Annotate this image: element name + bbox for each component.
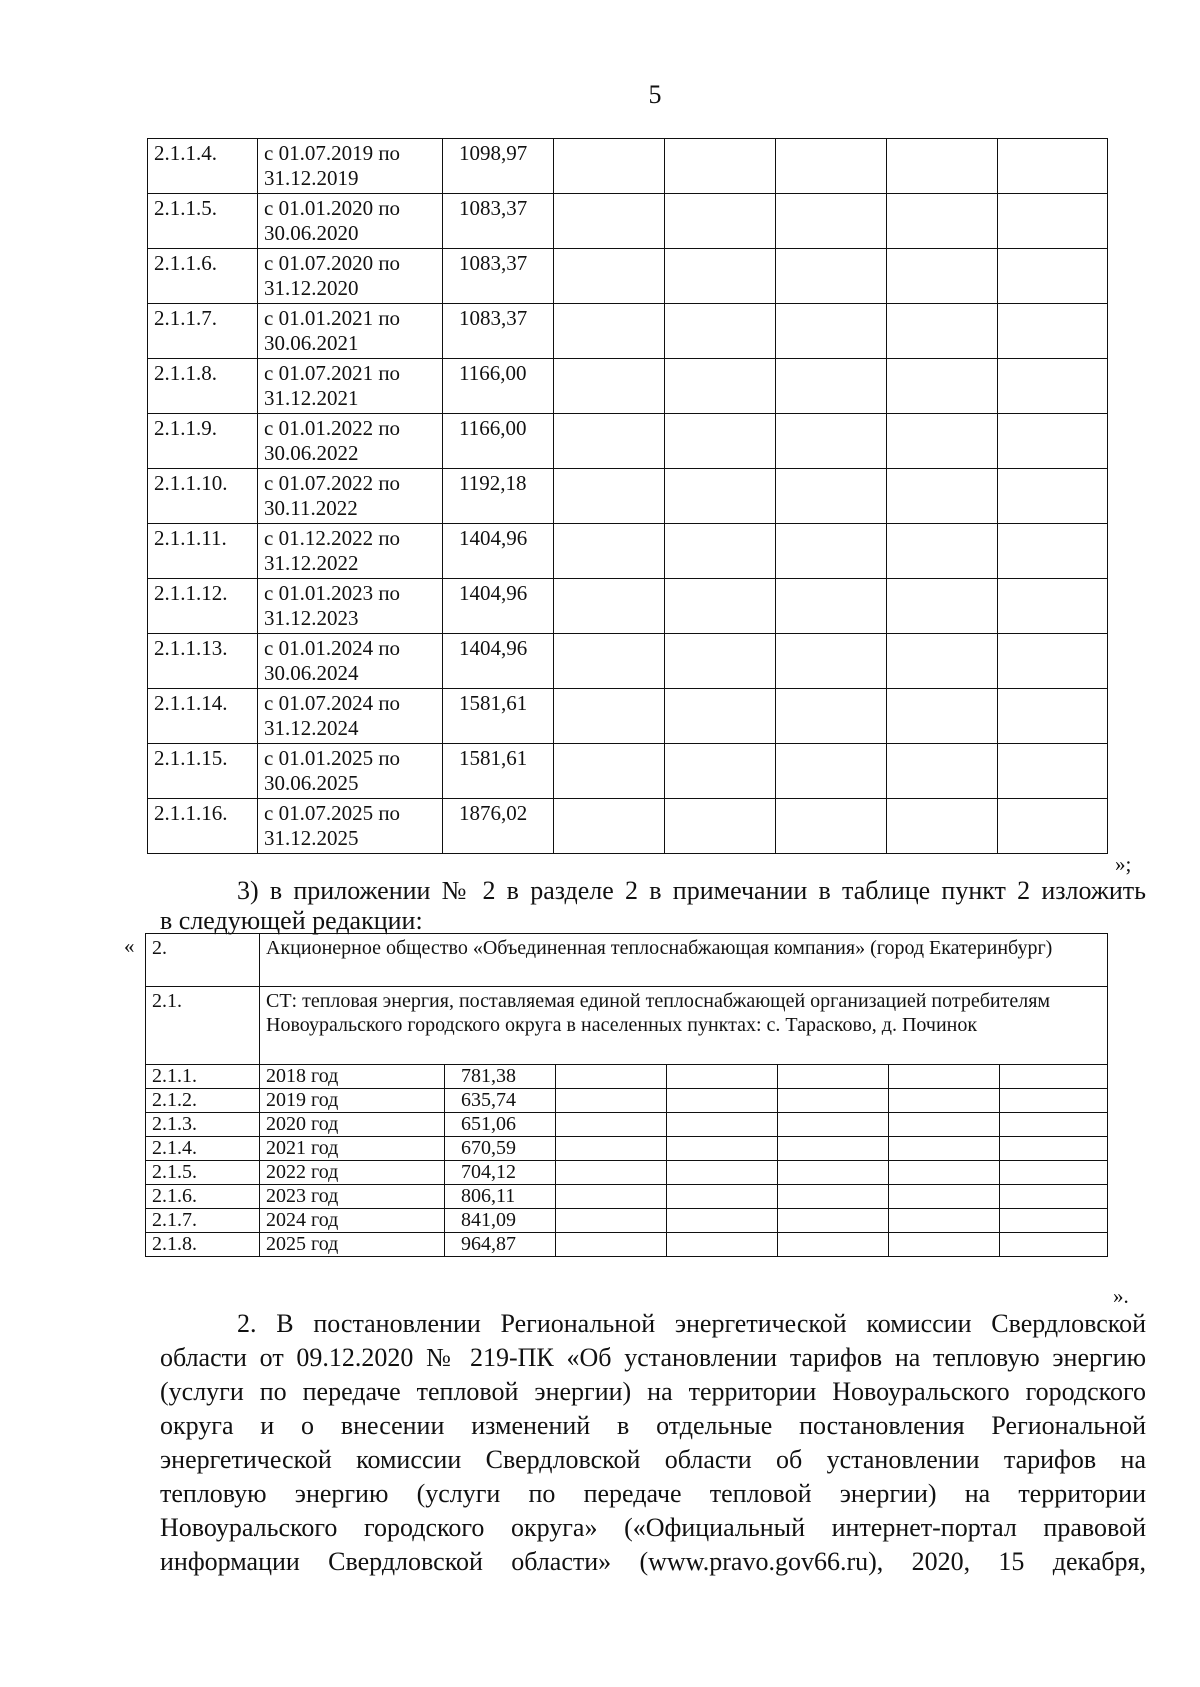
- table-row: [148, 469, 1108, 524]
- empty-cell: [887, 194, 998, 249]
- empty-cell: [778, 1185, 889, 1209]
- empty-cell: [1000, 1161, 1108, 1185]
- period-cell: с 01.07.2021 по 31.12.2021: [258, 359, 443, 414]
- empty-cell: [665, 359, 776, 414]
- empty-cell: [665, 579, 776, 634]
- paragraph-2-line: округа и о внесении изменений в отдельные постановления Региональной: [160, 1411, 1146, 1440]
- empty-cell: [776, 689, 887, 744]
- table-row: [148, 249, 1108, 304]
- table-row: [148, 414, 1108, 469]
- empty-cell: [556, 1233, 667, 1257]
- empty-cell: [889, 1161, 1000, 1185]
- empty-cell: [998, 414, 1108, 469]
- row-number-cell: 2.1.1.10.: [148, 469, 258, 524]
- table-row: [146, 1161, 1108, 1185]
- tariff-value-cell: 1083,37: [443, 304, 554, 359]
- table-row: [148, 744, 1108, 799]
- row-number-cell: 2.1.1.14.: [148, 689, 258, 744]
- sub-text-cell: СТ: тепловая энергия, поставляемая единой теплоснабжающей организацией потребителям Новоуральского городского округа в населенных пунктах: с. Тарасково, д. Починок: [260, 987, 1108, 1065]
- empty-cell: [665, 469, 776, 524]
- paragraph-3-line-1: 3) в приложении № 2 в разделе 2 в примечании в таблице пункт 2 изложить: [237, 876, 1146, 905]
- paragraph-2-line: области от 09.12.2020 № 219-ПК «Об установлении тарифов на тепловую энергию: [160, 1343, 1146, 1372]
- row-number-cell: 2.1.1.4.: [148, 139, 258, 194]
- empty-cell: [556, 1113, 667, 1137]
- row-number-cell: 2.1.3.: [146, 1113, 260, 1137]
- year-cell: 2022 год: [260, 1161, 445, 1185]
- table-row: [148, 139, 1108, 194]
- org-num-cell: 2.: [146, 934, 260, 987]
- empty-cell: [554, 744, 665, 799]
- table-row: [146, 1137, 1108, 1161]
- empty-cell: [889, 1065, 1000, 1089]
- period-cell: с 01.01.2021 по 30.06.2021: [258, 304, 443, 359]
- tariff-value-cell: 670,59: [445, 1137, 556, 1161]
- empty-cell: [1000, 1185, 1108, 1209]
- empty-cell: [998, 524, 1108, 579]
- empty-cell: [554, 799, 665, 854]
- empty-cell: [1000, 1209, 1108, 1233]
- table-row: [148, 799, 1108, 854]
- table-row: [146, 1233, 1108, 1257]
- empty-cell: [556, 1161, 667, 1185]
- empty-cell: [887, 304, 998, 359]
- paragraph-3-line-2: в следующей редакции:: [160, 906, 423, 935]
- empty-cell: [556, 1185, 667, 1209]
- row-number-cell: 2.1.5.: [146, 1161, 260, 1185]
- empty-cell: [887, 469, 998, 524]
- closing-quote-mark-2: ».: [1113, 1284, 1129, 1308]
- tariff-value-cell: 1192,18: [443, 469, 554, 524]
- empty-cell: [554, 689, 665, 744]
- table-row: [146, 1209, 1108, 1233]
- empty-cell: [998, 634, 1108, 689]
- empty-cell: [887, 249, 998, 304]
- period-cell: с 01.01.2020 по 30.06.2020: [258, 194, 443, 249]
- row-number-cell: 2.1.1.16.: [148, 799, 258, 854]
- empty-cell: [776, 524, 887, 579]
- empty-cell: [1000, 1137, 1108, 1161]
- empty-cell: [665, 634, 776, 689]
- year-cell: 2023 год: [260, 1185, 445, 1209]
- empty-cell: [776, 744, 887, 799]
- empty-cell: [665, 194, 776, 249]
- table-row: [146, 1113, 1108, 1137]
- empty-cell: [887, 414, 998, 469]
- empty-cell: [887, 359, 998, 414]
- tariff-table-years: [145, 933, 1108, 1257]
- tariff-value-cell: 1166,00: [443, 359, 554, 414]
- empty-cell: [1000, 1233, 1108, 1257]
- empty-cell: [667, 1233, 778, 1257]
- empty-cell: [998, 689, 1108, 744]
- empty-cell: [998, 579, 1108, 634]
- period-cell: с 01.01.2023 по 31.12.2023: [258, 579, 443, 634]
- empty-cell: [889, 1089, 1000, 1113]
- empty-cell: [667, 1185, 778, 1209]
- empty-cell: [889, 1113, 1000, 1137]
- org-row: [146, 934, 1108, 987]
- table-row: [148, 524, 1108, 579]
- period-cell: с 01.01.2022 по 30.06.2022: [258, 414, 443, 469]
- empty-cell: [889, 1209, 1000, 1233]
- empty-cell: [998, 799, 1108, 854]
- row-number-cell: 2.1.1.8.: [148, 359, 258, 414]
- paragraph-2-line: энергетической комиссии Свердловской области об установлении тарифов на: [160, 1445, 1146, 1474]
- period-cell: с 01.07.2022 по 30.11.2022: [258, 469, 443, 524]
- empty-cell: [776, 799, 887, 854]
- empty-cell: [887, 139, 998, 194]
- empty-cell: [554, 304, 665, 359]
- tariff-value-cell: 841,09: [445, 1209, 556, 1233]
- tariff-table-periods-body: [148, 139, 1108, 854]
- empty-cell: [556, 1209, 667, 1233]
- tariff-value-cell: 1083,37: [443, 249, 554, 304]
- row-number-cell: 2.1.4.: [146, 1137, 260, 1161]
- tariff-table-periods: [147, 138, 1108, 854]
- empty-cell: [667, 1113, 778, 1137]
- empty-cell: [554, 469, 665, 524]
- empty-cell: [554, 524, 665, 579]
- period-cell: с 01.07.2019 по 31.12.2019: [258, 139, 443, 194]
- period-cell: с 01.01.2024 по 30.06.2024: [258, 634, 443, 689]
- row-number-cell: 2.1.6.: [146, 1185, 260, 1209]
- empty-cell: [778, 1089, 889, 1113]
- empty-cell: [776, 139, 887, 194]
- tariff-value-cell: 1098,97: [443, 139, 554, 194]
- year-cell: 2025 год: [260, 1233, 445, 1257]
- sub-num-cell: 2.1.: [146, 987, 260, 1065]
- empty-cell: [887, 634, 998, 689]
- period-cell: с 01.07.2020 по 31.12.2020: [258, 249, 443, 304]
- empty-cell: [887, 524, 998, 579]
- empty-cell: [776, 359, 887, 414]
- tariff-value-cell: 1404,96: [443, 524, 554, 579]
- empty-cell: [778, 1137, 889, 1161]
- table-row: [146, 1185, 1108, 1209]
- empty-cell: [556, 1137, 667, 1161]
- year-cell: 2021 год: [260, 1137, 445, 1161]
- empty-cell: [667, 1161, 778, 1185]
- empty-cell: [998, 249, 1108, 304]
- empty-cell: [778, 1113, 889, 1137]
- paragraph-2-line: (услуги по передаче тепловой энергии) на территории Новоуральского городского: [160, 1377, 1146, 1406]
- empty-cell: [667, 1209, 778, 1233]
- paragraph-2-line: Новоуральского городского округа» («Официальный интернет-портал правовой: [160, 1513, 1146, 1542]
- page-number: 5: [648, 80, 662, 109]
- empty-cell: [667, 1089, 778, 1113]
- row-number-cell: 2.1.1.11.: [148, 524, 258, 579]
- row-number-cell: 2.1.1.5.: [148, 194, 258, 249]
- empty-cell: [889, 1185, 1000, 1209]
- empty-cell: [998, 744, 1108, 799]
- empty-cell: [776, 634, 887, 689]
- tariff-value-cell: 704,12: [445, 1161, 556, 1185]
- empty-cell: [665, 799, 776, 854]
- empty-cell: [998, 304, 1108, 359]
- row-number-cell: 2.1.1.12.: [148, 579, 258, 634]
- tariff-value-cell: 781,38: [445, 1065, 556, 1089]
- empty-cell: [554, 414, 665, 469]
- year-cell: 2024 год: [260, 1209, 445, 1233]
- empty-cell: [889, 1233, 1000, 1257]
- row-number-cell: 2.1.2.: [146, 1089, 260, 1113]
- empty-cell: [554, 194, 665, 249]
- tariff-value-cell: 1404,96: [443, 634, 554, 689]
- tariff-value-cell: 1581,61: [443, 689, 554, 744]
- tariff-value-cell: 1166,00: [443, 414, 554, 469]
- year-cell: 2019 год: [260, 1089, 445, 1113]
- empty-cell: [554, 249, 665, 304]
- empty-cell: [556, 1089, 667, 1113]
- year-cell: 2018 год: [260, 1065, 445, 1089]
- empty-cell: [887, 579, 998, 634]
- tariff-table-years-body: [146, 934, 1108, 1257]
- tariff-value-cell: 1876,02: [443, 799, 554, 854]
- table-row: [148, 304, 1108, 359]
- empty-cell: [665, 139, 776, 194]
- row-number-cell: 2.1.1.6.: [148, 249, 258, 304]
- paragraph-2-line: информации Свердловской области» (www.pravo.gov66.ru), 2020, 15 декабря,: [160, 1547, 1146, 1576]
- year-cell: 2020 год: [260, 1113, 445, 1137]
- empty-cell: [665, 304, 776, 359]
- empty-cell: [556, 1065, 667, 1089]
- sub-row: [146, 987, 1108, 1065]
- empty-cell: [665, 414, 776, 469]
- empty-cell: [776, 249, 887, 304]
- period-cell: с 01.12.2022 по 31.12.2022: [258, 524, 443, 579]
- table-row: [148, 194, 1108, 249]
- empty-cell: [1000, 1065, 1108, 1089]
- empty-cell: [778, 1209, 889, 1233]
- empty-cell: [776, 304, 887, 359]
- empty-cell: [1000, 1113, 1108, 1137]
- row-number-cell: 2.1.1.13.: [148, 634, 258, 689]
- period-cell: с 01.07.2025 по 31.12.2025: [258, 799, 443, 854]
- tariff-value-cell: 1404,96: [443, 579, 554, 634]
- row-number-cell: 2.1.1.: [146, 1065, 260, 1089]
- table-row: [148, 689, 1108, 744]
- empty-cell: [665, 524, 776, 579]
- empty-cell: [1000, 1089, 1108, 1113]
- table-row: [146, 1065, 1108, 1089]
- empty-cell: [887, 689, 998, 744]
- period-cell: с 01.01.2025 по 30.06.2025: [258, 744, 443, 799]
- empty-cell: [554, 579, 665, 634]
- empty-cell: [776, 579, 887, 634]
- empty-cell: [778, 1161, 889, 1185]
- empty-cell: [887, 744, 998, 799]
- empty-cell: [998, 139, 1108, 194]
- tariff-value-cell: 651,06: [445, 1113, 556, 1137]
- tariff-value-cell: 964,87: [445, 1233, 556, 1257]
- period-cell: с 01.07.2024 по 31.12.2024: [258, 689, 443, 744]
- row-number-cell: 2.1.8.: [146, 1233, 260, 1257]
- empty-cell: [554, 359, 665, 414]
- empty-cell: [998, 359, 1108, 414]
- opening-quote-mark: «: [124, 934, 135, 958]
- empty-cell: [998, 194, 1108, 249]
- org-name-cell: Акционерное общество «Объединенная теплоснабжающая компания» (город Екатеринбург): [260, 934, 1108, 987]
- table-row: [146, 1089, 1108, 1113]
- empty-cell: [667, 1065, 778, 1089]
- tariff-value-cell: 1581,61: [443, 744, 554, 799]
- empty-cell: [554, 139, 665, 194]
- paragraph-2-line: тепловую энергию (услуги по передаче тепловой энергии) на территории: [160, 1479, 1146, 1508]
- empty-cell: [776, 414, 887, 469]
- row-number-cell: 2.1.7.: [146, 1209, 260, 1233]
- empty-cell: [776, 469, 887, 524]
- empty-cell: [998, 469, 1108, 524]
- empty-cell: [665, 249, 776, 304]
- table-row: [148, 359, 1108, 414]
- empty-cell: [665, 689, 776, 744]
- paragraph-2-line: 2. В постановлении Региональной энергетической комиссии Свердловской: [237, 1309, 1146, 1338]
- tariff-value-cell: 1083,37: [443, 194, 554, 249]
- empty-cell: [778, 1233, 889, 1257]
- empty-cell: [776, 194, 887, 249]
- row-number-cell: 2.1.1.9.: [148, 414, 258, 469]
- empty-cell: [554, 634, 665, 689]
- empty-cell: [778, 1065, 889, 1089]
- empty-cell: [667, 1137, 778, 1161]
- row-number-cell: 2.1.1.15.: [148, 744, 258, 799]
- row-number-cell: 2.1.1.7.: [148, 304, 258, 359]
- table-row: [148, 634, 1108, 689]
- empty-cell: [665, 744, 776, 799]
- closing-quote-mark: »;: [1115, 852, 1132, 876]
- empty-cell: [887, 799, 998, 854]
- tariff-value-cell: 635,74: [445, 1089, 556, 1113]
- tariff-value-cell: 806,11: [445, 1185, 556, 1209]
- table-row: [148, 579, 1108, 634]
- empty-cell: [889, 1137, 1000, 1161]
